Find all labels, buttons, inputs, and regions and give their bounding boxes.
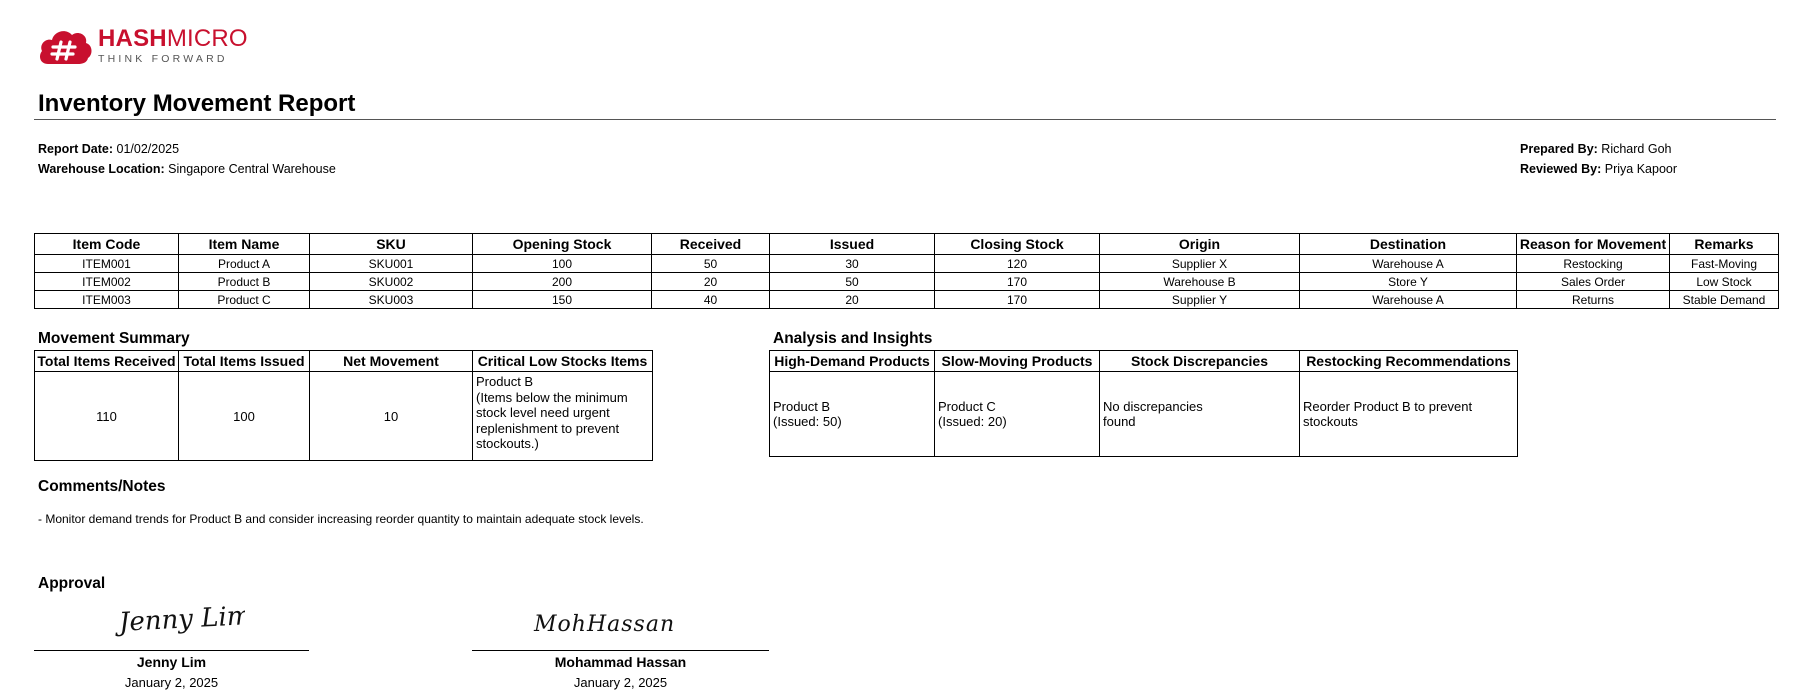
table-row (35, 273, 1779, 291)
reviewed-by-label: Reviewed By: (1520, 162, 1602, 176)
table-header-row (35, 234, 1779, 255)
movement-summary-table (34, 350, 653, 461)
table-cell: Sales Order (1517, 273, 1670, 291)
high-demand-product: Product B (773, 398, 831, 414)
high-demand-cell (770, 372, 935, 457)
column-header: Critical Low Stocks Items (473, 351, 653, 372)
table-cell: Supplier Y (1100, 291, 1300, 309)
signatory-name: Mohammad Hassan (554, 654, 687, 670)
title-divider (34, 119, 1776, 120)
table-cell: 50 (652, 255, 770, 273)
column-header: SKU (310, 234, 473, 255)
reviewed-by-value: Priya Kapoor (1604, 162, 1678, 176)
net-movement-value: 10 (310, 372, 473, 461)
logo-brand-bold: HASH (98, 25, 167, 53)
table-cell: Warehouse A (1300, 291, 1517, 309)
comment-text: - Monitor demand trends for Product B and consider increasing reorder quantity to maintain adequate stock levels. (38, 512, 644, 526)
analysis-heading: Analysis and Insights (773, 330, 933, 347)
total-received-value: 110 (35, 372, 179, 461)
table-cell: 20 (652, 273, 770, 291)
table-cell: ITEM003 (35, 291, 179, 309)
slow-moving-detail: (Issued: 20) (938, 414, 1007, 429)
report-meta-right (1520, 139, 1677, 179)
table-cell: ITEM001 (35, 255, 179, 273)
table-cell: SKU002 (310, 273, 473, 291)
table-cell: Returns (1517, 291, 1670, 309)
table-cell: Product A (179, 255, 310, 273)
table-cell: Restocking (1517, 255, 1670, 273)
table-row (35, 291, 1779, 309)
signature-line (472, 650, 769, 651)
prepared-by-label: Prepared By: (1520, 142, 1598, 156)
total-issued-value: 100 (179, 372, 310, 461)
column-header: Received (652, 234, 770, 255)
comments-heading: Comments/Notes (38, 478, 166, 495)
column-header: Item Name (179, 234, 310, 255)
table-cell: ITEM002 (35, 273, 179, 291)
column-header: Issued (770, 234, 935, 255)
critical-low-stock-cell (473, 372, 653, 461)
logo-brand-rest: MICRO (166, 25, 248, 53)
analysis-table (769, 350, 1518, 457)
table-cell: SKU001 (310, 255, 473, 273)
signatory-date: January 2, 2025 (124, 675, 219, 690)
critical-note: (Items below the minimum stock level need urgent replenishment to prevent stockouts.) (476, 389, 628, 451)
table-cell: Product B (179, 273, 310, 291)
restocking-recommendation-cell (1300, 372, 1518, 457)
column-header: Restocking Recommendations (1300, 351, 1518, 372)
table-header-row (770, 351, 1518, 372)
table-cell: 120 (935, 255, 1100, 273)
table-header-row (35, 351, 653, 372)
column-header: Item Code (35, 234, 179, 255)
table-row (770, 372, 1518, 457)
logo-tagline: THINK FORWARD (98, 53, 228, 66)
table-cell: 150 (473, 291, 652, 309)
column-header: Slow-Moving Products (935, 351, 1100, 372)
column-header: Destination (1300, 234, 1517, 255)
movement-summary-heading: Movement Summary (38, 330, 190, 347)
stock-discrepancies-cell (1100, 372, 1300, 457)
critical-item: Product B (476, 374, 534, 389)
table-cell: 20 (770, 291, 935, 309)
table-cell: 50 (770, 273, 935, 291)
table-cell: 40 (652, 291, 770, 309)
table-cell: 200 (473, 273, 652, 291)
table-cell: 30 (770, 255, 935, 273)
table-row (35, 255, 1779, 273)
column-header: Total Items Received (35, 351, 179, 372)
column-header: Net Movement (310, 351, 473, 372)
signature-line (34, 650, 309, 651)
discrepancies-text: No discrepancies found (1103, 398, 1203, 429)
table-cell: Product C (179, 291, 310, 309)
approval-heading: Approval (38, 575, 106, 592)
column-header: Opening Stock (473, 234, 652, 255)
slow-moving-cell (935, 372, 1100, 457)
table-cell: 170 (935, 273, 1100, 291)
signature-jenny-lim (115, 596, 245, 647)
column-header: Closing Stock (935, 234, 1100, 255)
table-cell: Fast-Moving (1670, 255, 1779, 273)
table-row (35, 372, 653, 461)
table-cell: Low Stock (1670, 273, 1779, 291)
slow-moving-product: Product C (938, 398, 996, 414)
warehouse-value: Singapore Central Warehouse (168, 162, 336, 176)
column-header: Reason for Movement (1517, 234, 1670, 255)
warehouse-label: Warehouse Location: (38, 162, 165, 176)
report-meta-left (38, 139, 336, 179)
table-cell: SKU003 (310, 291, 473, 309)
table-cell: Supplier X (1100, 255, 1300, 273)
recommendation-text: Reorder Product B to prevent stockouts (1303, 398, 1473, 429)
column-header: Total Items Issued (179, 351, 310, 372)
table-cell: 100 (473, 255, 652, 273)
column-header: Origin (1100, 234, 1300, 255)
column-header: High-Demand Products (770, 351, 935, 372)
high-demand-detail: (Issued: 50) (773, 414, 842, 429)
table-cell: 170 (935, 291, 1100, 309)
signature-text: MohHassan (534, 612, 676, 637)
table-cell: Warehouse B (1100, 273, 1300, 291)
report-date-label: Report Date: (38, 142, 114, 156)
signatory-name: Jenny Lim (136, 654, 207, 670)
report-date-value: 01/02/2025 (116, 142, 180, 156)
signatory-date: January 2, 2025 (573, 675, 668, 690)
table-cell: Warehouse A (1300, 255, 1517, 273)
column-header: Remarks (1670, 234, 1779, 255)
table-cell: Store Y (1300, 273, 1517, 291)
signature-text: Jenny Lim (118, 601, 245, 638)
signature-mohammad-hassan (532, 603, 682, 648)
company-logo (38, 26, 248, 66)
page-title: Inventory Movement Report (38, 90, 356, 117)
table-cell: Stable Demand (1670, 291, 1779, 309)
hashmicro-cloud-hash-icon (38, 26, 94, 66)
inventory-movement-table (34, 233, 1779, 309)
prepared-by-value: Richard Goh (1601, 142, 1672, 156)
column-header: Stock Discrepancies (1100, 351, 1300, 372)
